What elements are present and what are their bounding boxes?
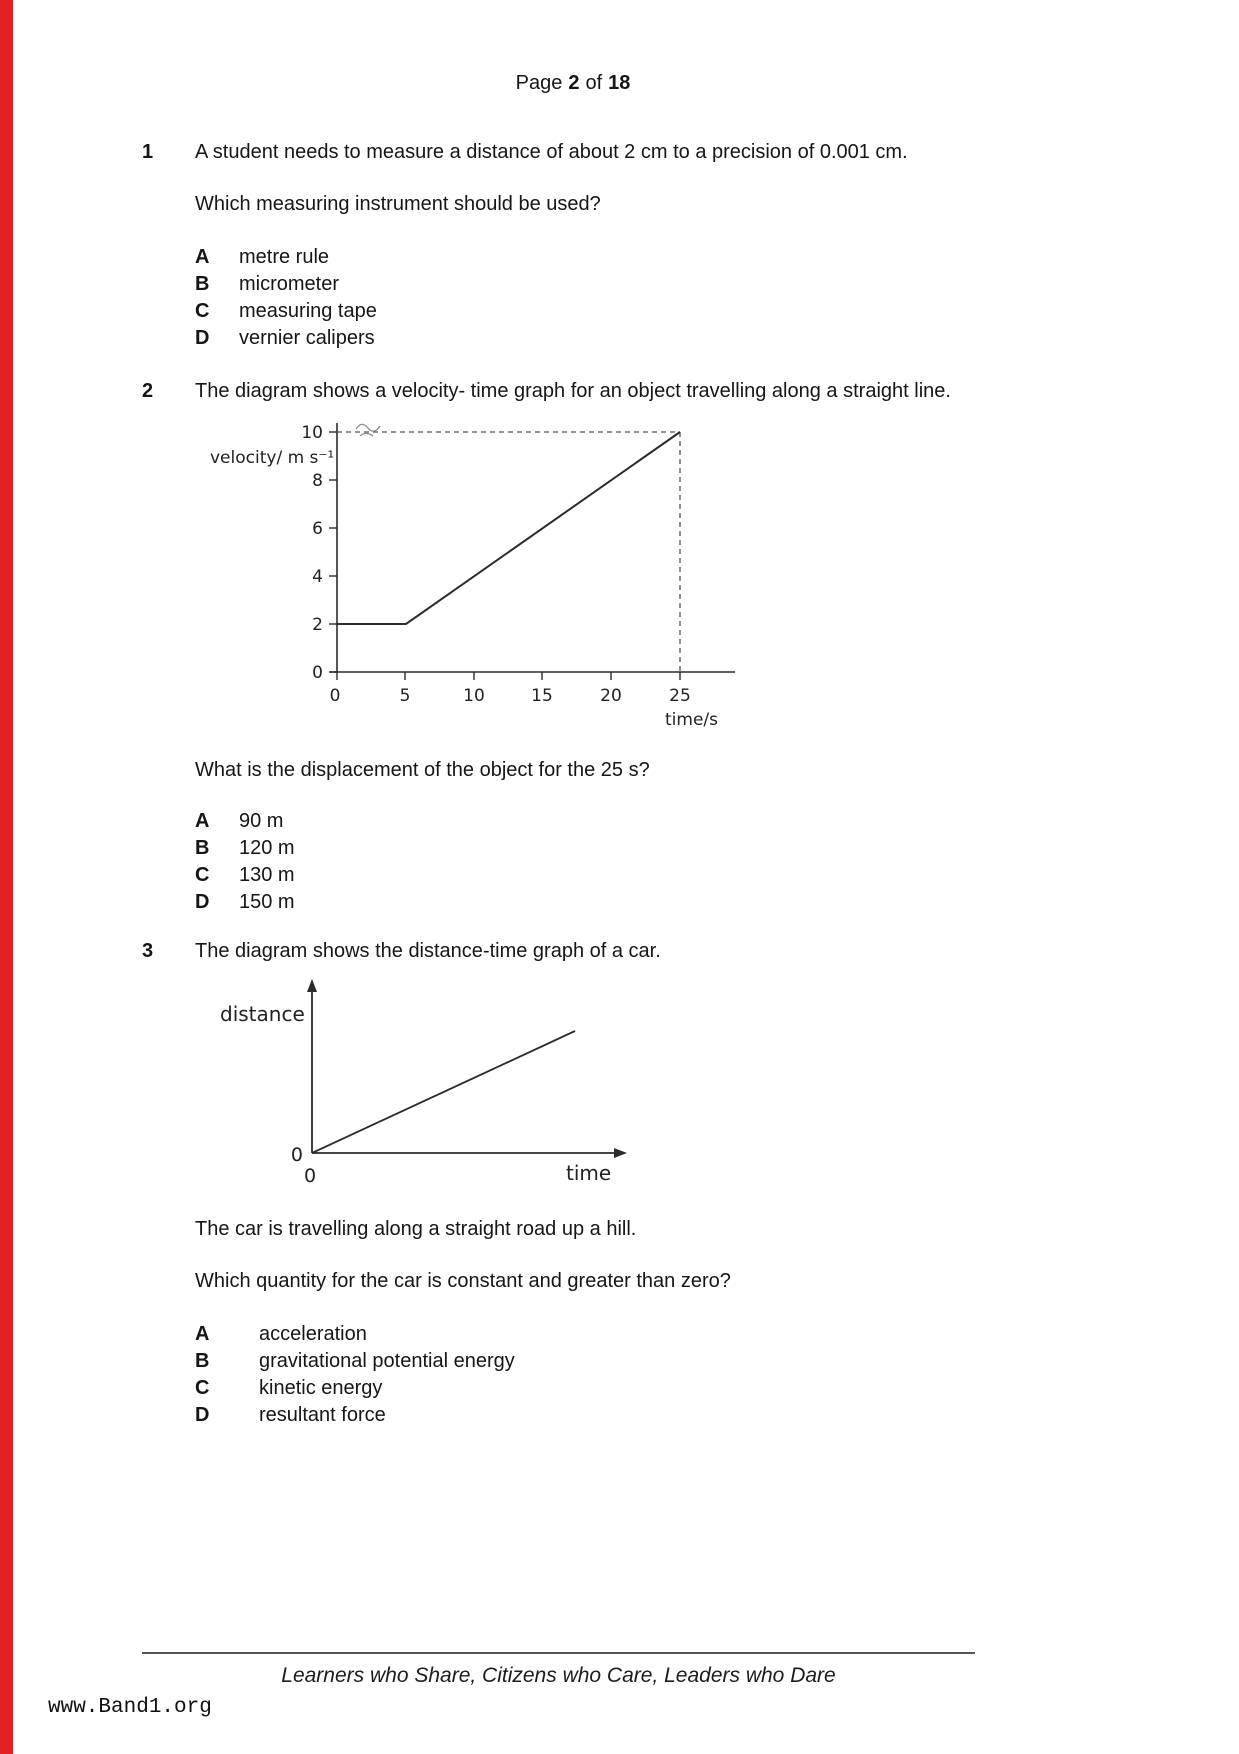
option-text: micrometer <box>239 273 340 295</box>
question-body <box>195 139 995 352</box>
option-letter: B <box>195 273 210 295</box>
page-number: 2 <box>568 72 580 94</box>
distance-time-graph <box>210 975 995 1198</box>
question-1 <box>142 139 1004 352</box>
origin-zero-y: 0 <box>290 1144 303 1166</box>
answer-option <box>195 1321 995 1348</box>
footer-divider <box>142 1652 975 1654</box>
x-tick-label: 15 <box>531 686 553 706</box>
option-text: vernier calipers <box>239 327 375 349</box>
arrowhead-right-icon <box>614 1148 627 1158</box>
footer-website: www.Band1.org <box>48 1696 212 1719</box>
option-text: 150 m <box>239 891 295 913</box>
question-body <box>195 378 995 916</box>
distance-data-line <box>312 1031 575 1153</box>
option-text: 130 m <box>239 864 295 886</box>
question-number: 1 <box>142 141 154 163</box>
x-tick-label: 5 <box>399 686 411 706</box>
answer-option <box>195 862 995 889</box>
y-tick-label: 2 <box>312 615 323 635</box>
y-axis-label: distance <box>220 1002 305 1026</box>
scan-artifact-squiggle <box>356 424 380 436</box>
option-text: acceleration <box>259 1323 367 1345</box>
option-letter: D <box>195 327 210 349</box>
answer-options <box>195 244 995 352</box>
question-number: 3 <box>142 940 154 962</box>
question-text: Which quantity for the car is constant and greater than zero? <box>195 1270 731 1292</box>
answer-option <box>195 1348 995 1375</box>
of-label: of <box>585 72 603 94</box>
option-letter: B <box>195 837 210 859</box>
option-letter: C <box>195 1377 210 1399</box>
option-text: metre rule <box>239 246 330 268</box>
y-tick-label: 4 <box>312 567 323 587</box>
x-axis-label: time <box>566 1161 612 1185</box>
x-tick-label: 20 <box>600 686 622 706</box>
answer-option <box>195 835 995 862</box>
x-tick-label: 0 <box>329 686 341 706</box>
option-text: 120 m <box>239 837 295 859</box>
option-letter: A <box>195 810 210 832</box>
x-axis-label: time/s <box>665 710 718 730</box>
x-axis-ticks <box>337 672 680 680</box>
option-text: resultant force <box>259 1404 386 1426</box>
option-text: measuring tape <box>239 300 377 322</box>
y-axis-label: velocity/ m s⁻¹ <box>210 448 335 468</box>
total-pages: 18 <box>608 72 631 94</box>
option-letter: C <box>195 864 210 886</box>
y-axis-ticks <box>329 432 337 672</box>
answer-option <box>195 298 995 325</box>
y-tick-label: 6 <box>312 519 323 539</box>
question-text: The car is travelling along a straight road up a hill. <box>195 1218 637 1240</box>
option-letter: A <box>195 246 210 268</box>
question-3 <box>142 938 1004 1429</box>
answer-option <box>195 325 995 352</box>
footer-motto: Learners who Share, Citizens who Care, Leaders who Dare <box>281 1664 836 1687</box>
page-label: Page <box>515 72 563 94</box>
question-text: What is the displacement of the object for the 25 s? <box>195 759 650 781</box>
y-tick-label: 10 <box>301 423 323 443</box>
question-text: The diagram shows the distance-time graph of a car. <box>195 940 661 962</box>
page-header <box>142 70 1004 97</box>
question-text: A student needs to measure a distance of about 2 cm to a precision of 0.001 cm. <box>195 141 908 163</box>
answer-option <box>195 244 995 271</box>
page-edge-stripe <box>0 0 13 1754</box>
answer-options <box>195 808 995 916</box>
question-text: The diagram shows a velocity- time graph for an object travelling along a straight line. <box>195 380 951 402</box>
question-2 <box>142 378 1004 916</box>
x-tick-label: 10 <box>463 686 485 706</box>
question-body <box>195 938 995 1429</box>
question-text: Which measuring instrument should be used? <box>195 193 601 215</box>
answer-option <box>195 889 995 916</box>
option-letter: B <box>195 1350 210 1372</box>
answer-option <box>195 808 995 835</box>
velocity-data-line <box>337 432 680 624</box>
page-content <box>142 70 1004 1429</box>
option-letter: D <box>195 1404 210 1426</box>
option-letter: C <box>195 300 210 322</box>
y-tick-label: 0 <box>312 663 323 683</box>
answer-options <box>195 1321 995 1429</box>
origin-zero-x: 0 <box>303 1165 317 1187</box>
arrowhead-up-icon <box>307 979 317 992</box>
answer-option <box>195 271 995 298</box>
answer-option <box>195 1375 995 1402</box>
option-letter: D <box>195 891 210 913</box>
question-number: 2 <box>142 380 154 402</box>
x-tick-label: 25 <box>669 686 691 706</box>
velocity-time-graph <box>210 417 995 743</box>
option-letter: A <box>195 1323 210 1345</box>
option-text: kinetic energy <box>259 1377 383 1399</box>
answer-option <box>195 1402 995 1429</box>
option-text: gravitational potential energy <box>259 1350 515 1372</box>
y-tick-label: 8 <box>312 471 323 491</box>
option-text: 90 m <box>239 810 284 832</box>
